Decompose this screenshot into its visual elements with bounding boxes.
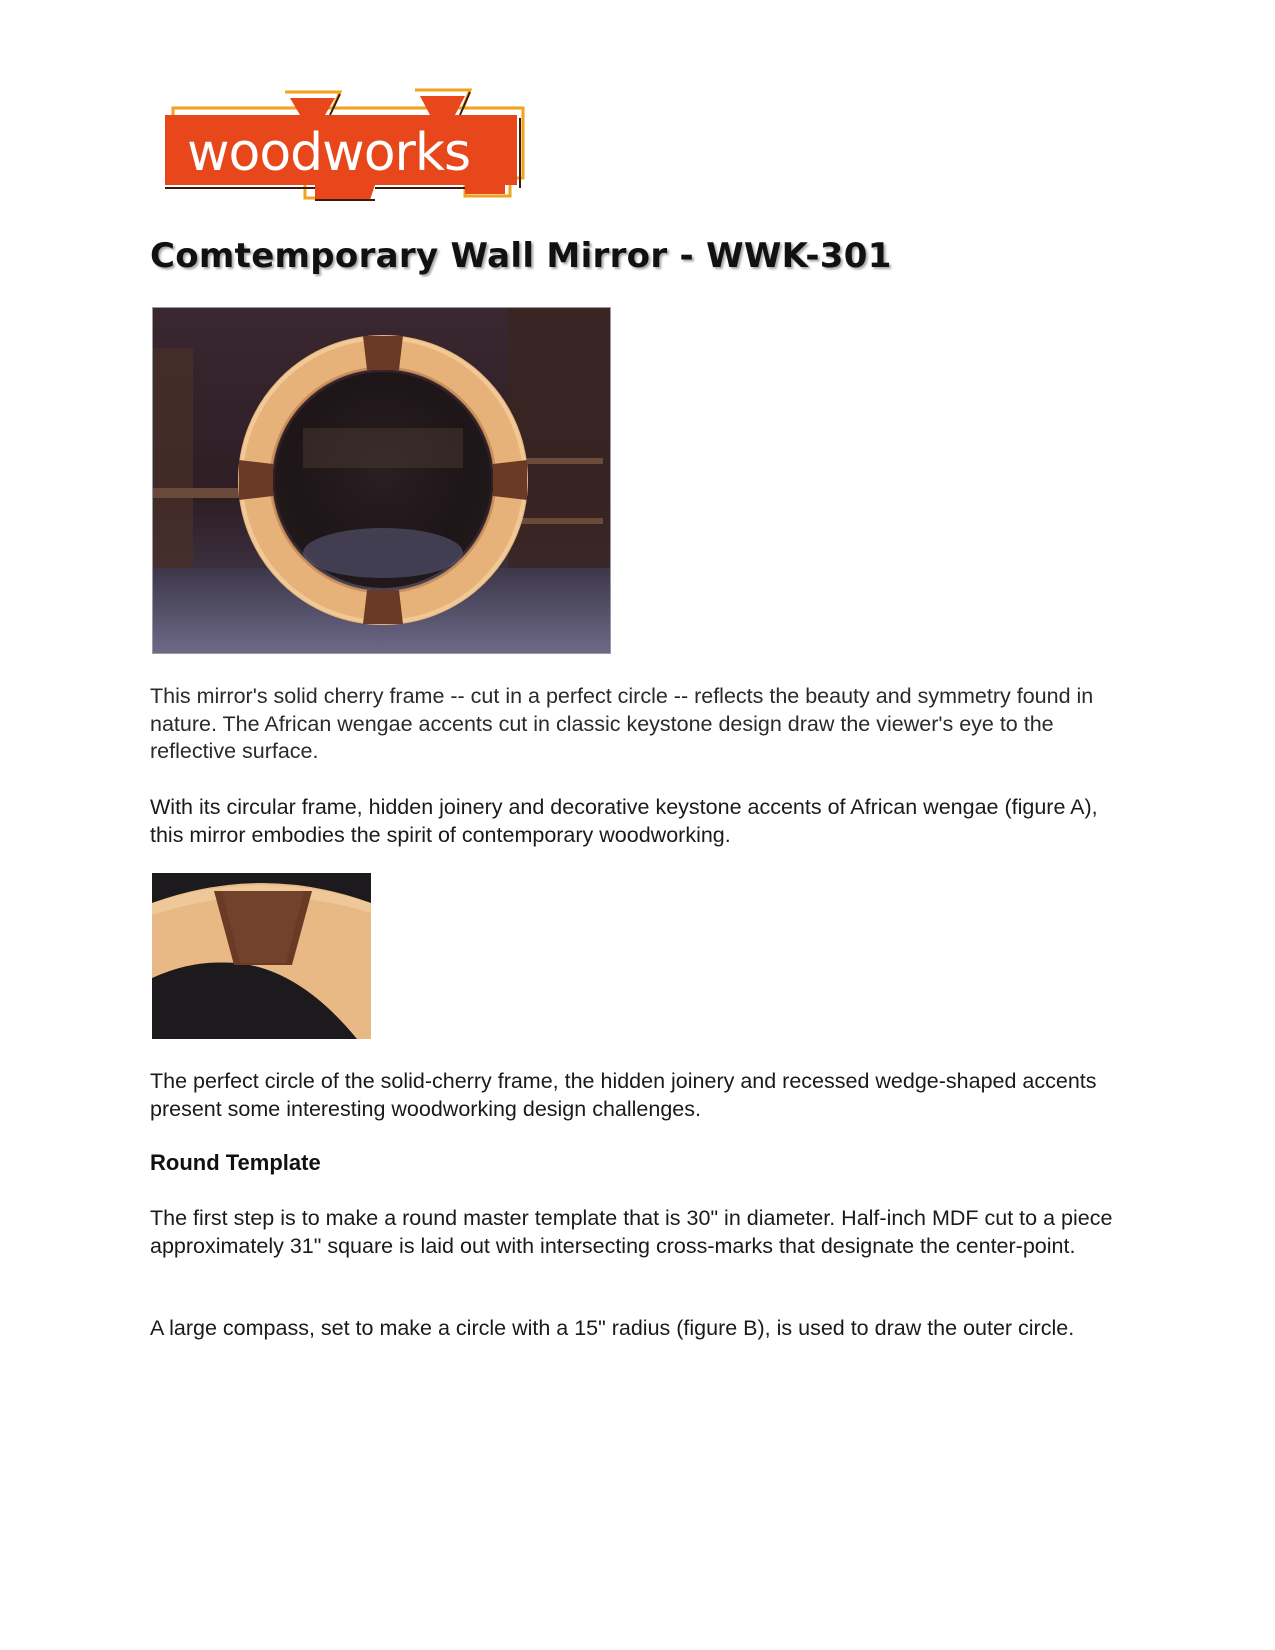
mirror-photo bbox=[152, 307, 611, 654]
circular-frame-paragraph: With its circular frame, hidden joinery and decorative keystone accents of African wengae (figure A), this mirror embodies the spirit of contemporary woodworking. bbox=[150, 795, 1098, 847]
page-title: Comtemporary Wall Mirror - WWK-301 bbox=[150, 236, 892, 276]
section-heading-round-template: Round Template bbox=[150, 1150, 321, 1175]
challenges-paragraph: The perfect circle of the solid-cherry frame, the hidden joinery and recessed wedge-shaped accents present some interesting woodworking design challenges. bbox=[150, 1069, 1097, 1121]
woodworks-logo bbox=[165, 88, 530, 206]
intro-paragraph: This mirror's solid cherry frame -- cut in a perfect circle -- reflects the beauty and symmetry found in nature. The African wengae accents cut in classic keystone design draw the viewer's eye to the reflective surface. bbox=[150, 684, 1094, 763]
keystone-detail-photo bbox=[152, 873, 371, 1039]
compass-paragraph: A large compass, set to make a circle with a 15" radius (figure B), is used to draw the outer circle. bbox=[150, 1316, 1075, 1340]
logo-text: woodworks bbox=[187, 123, 471, 183]
first-step-paragraph: The first step is to make a round master template that is 30" in diameter. Half-inch MDF cut to a piece approximately 31" square is laid out with intersecting cross-marks that designate the center-point. bbox=[150, 1206, 1113, 1258]
